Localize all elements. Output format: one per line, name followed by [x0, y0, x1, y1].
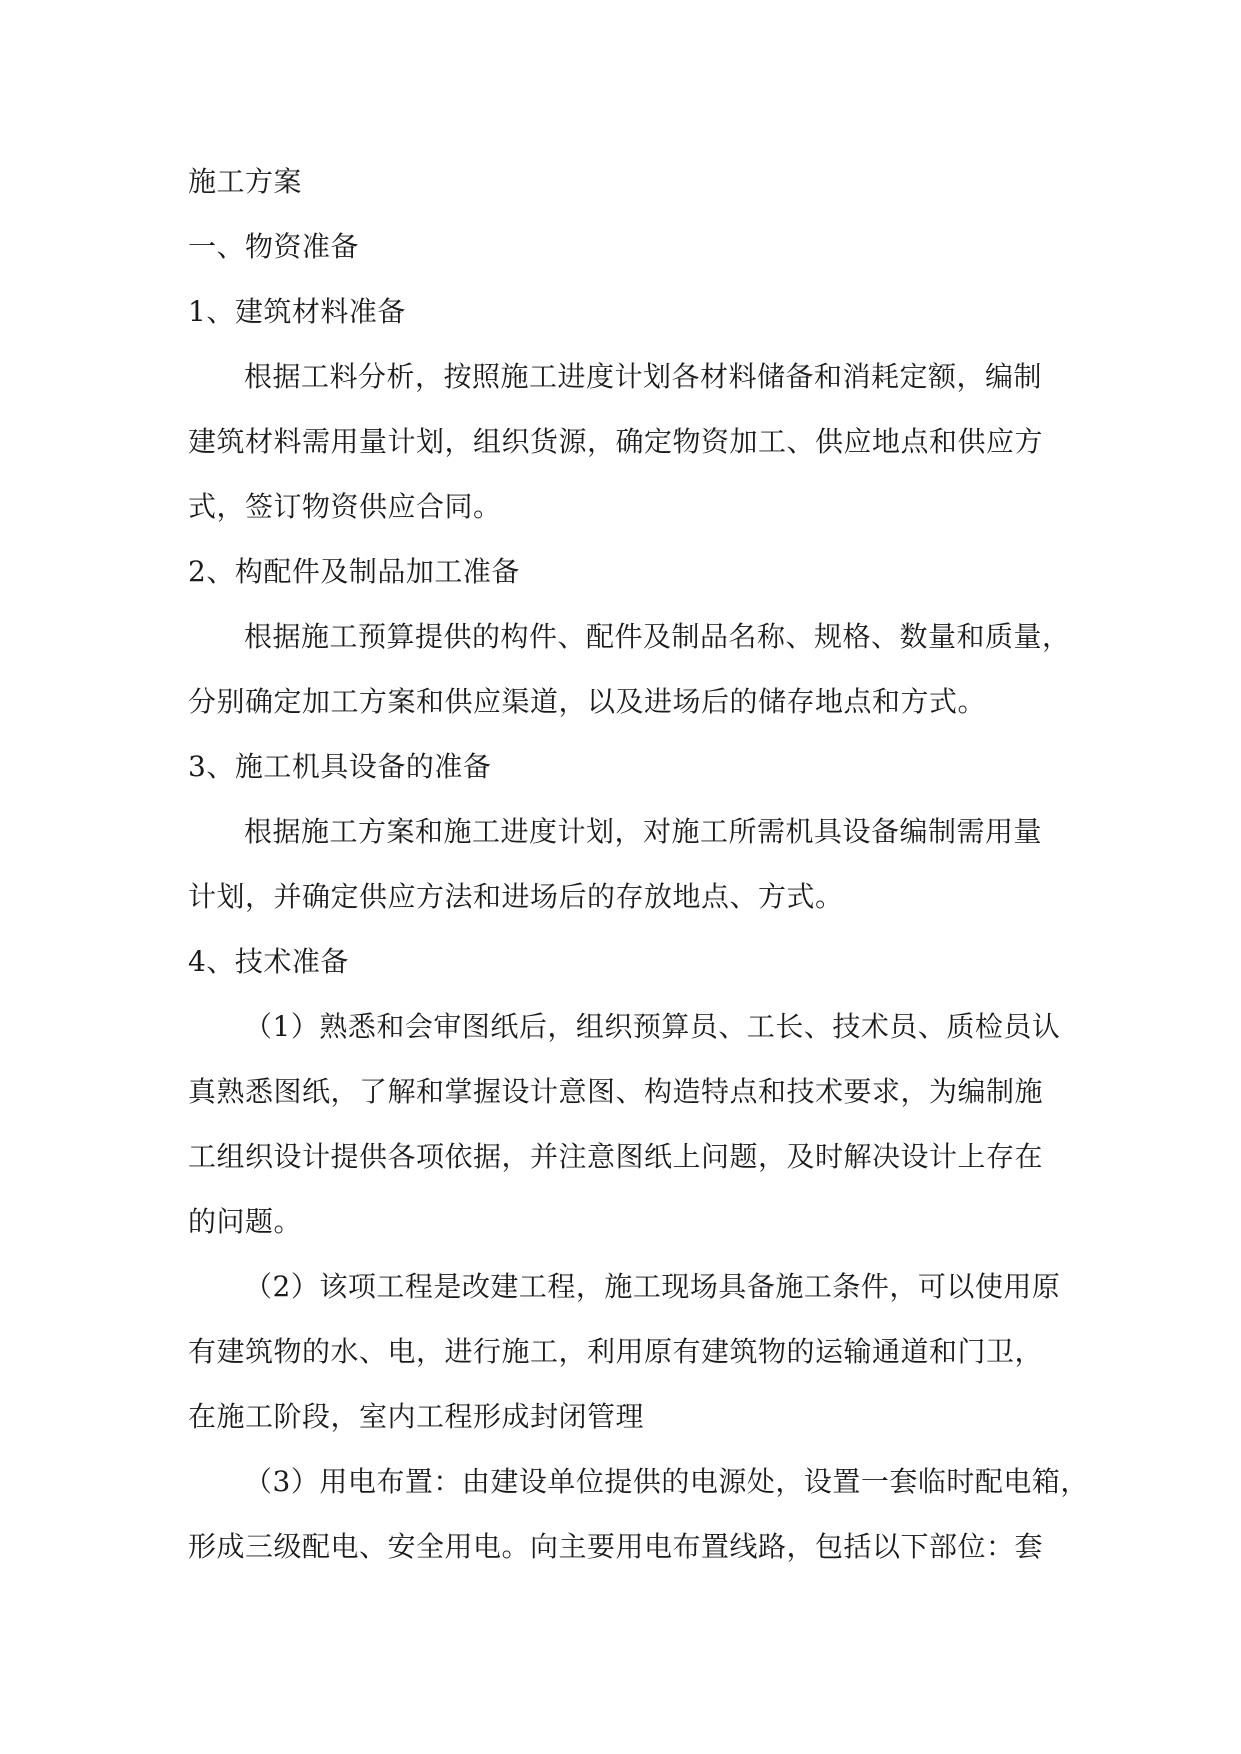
subheading-building-materials: 1、建筑材料准备: [188, 295, 406, 328]
subheading-components: 2、构配件及制品加工准备: [188, 555, 520, 588]
paragraph-line: 根据工料分析，按照施工进度计划各材料储备和消耗定额，编制: [244, 360, 1043, 393]
paragraph-line: （1）熟悉和会审图纸后，组织预算员、工长、技术员、质检员认: [244, 1010, 1061, 1043]
paragraph-line: 式，签订物资供应合同。: [188, 490, 502, 523]
paragraph-line: 分别确定加工方案和供应渠道，以及进场后的储存地点和方式。: [188, 685, 987, 718]
document-title: 施工方案: [188, 165, 303, 198]
paragraph-line: （3）用电布置：由建设单位提供的电源处，设置一套临时配电箱，: [244, 1465, 1089, 1498]
paragraph-line: 建筑材料需用量计划，组织货源，确定物资加工、供应地点和供应方: [188, 425, 1044, 458]
paragraph-line: 工组织设计提供各项依据，并注意图纸上问题，及时解决设计上存在: [188, 1140, 1044, 1173]
paragraph-line: 有建筑物的水、电，进行施工，利用原有建筑物的运输通道和门卫，: [188, 1335, 1044, 1368]
paragraph-line: 在施工阶段，室内工程形成封闭管理: [188, 1400, 645, 1433]
subheading-equipment: 3、施工机具设备的准备: [188, 750, 492, 783]
paragraph-line: （2）该项工程是改建工程，施工现场具备施工条件，可以使用原: [244, 1270, 1061, 1303]
paragraph-line: 根据施工方案和施工进度计划，对施工所需机具设备编制需用量: [244, 815, 1043, 848]
paragraph-line: 根据施工预算提供的构件、配件及制品名称、规格、数量和质量，: [244, 620, 1071, 653]
subheading-technical: 4、技术准备: [188, 945, 349, 978]
paragraph-line: 形成三级配电、安全用电。向主要用电布置线路，包括以下部位：套: [188, 1530, 1044, 1563]
paragraph-line: 真熟悉图纸，了解和掌握设计意图、构造特点和技术要求，为编制施: [188, 1075, 1044, 1108]
paragraph-line: 计划，并确定供应方法和进场后的存放地点、方式。: [188, 880, 844, 913]
paragraph-line: 的问题。: [188, 1205, 303, 1238]
section-heading-materials: 一、物资准备: [188, 230, 360, 263]
